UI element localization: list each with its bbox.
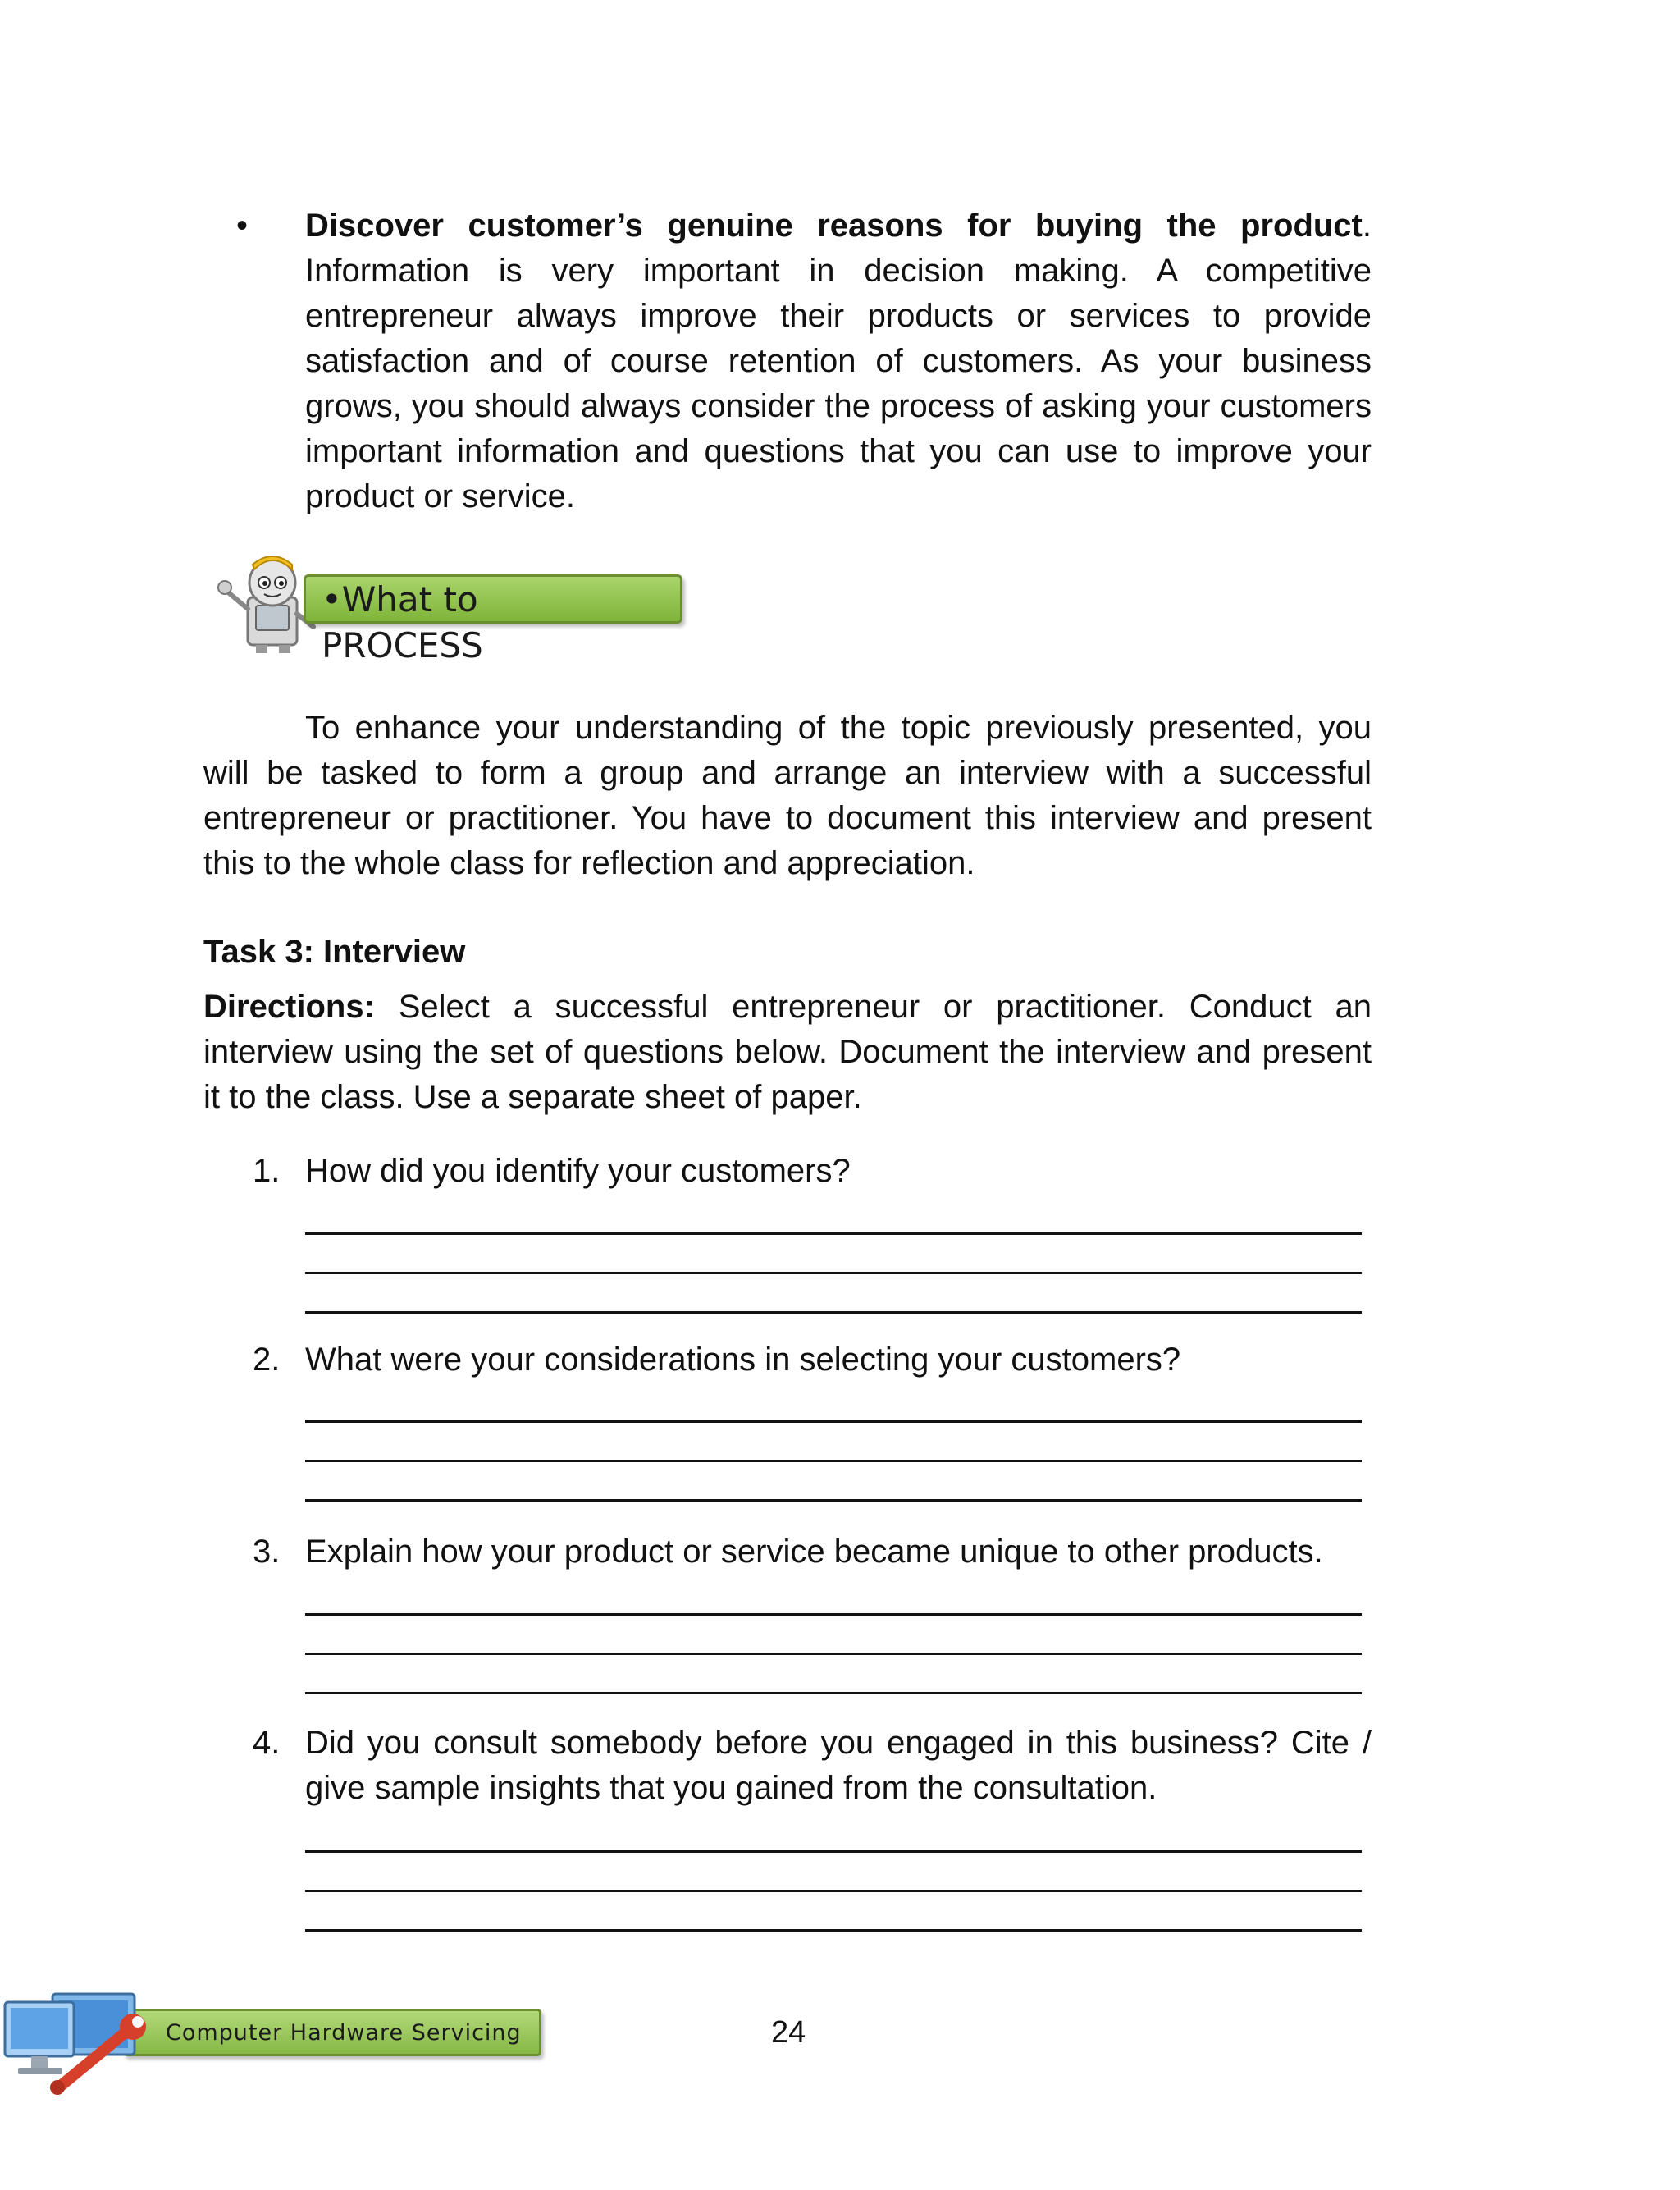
footer-label: Computer Hardware Servicing (166, 2020, 522, 2046)
question-2-number: 2. (253, 1342, 281, 1378)
directions-paragraph (203, 985, 1372, 1120)
bullet-paragraph (305, 203, 1372, 519)
answer-line-3b[interactable] (305, 1653, 1362, 1655)
answer-line-2a[interactable] (305, 1420, 1362, 1423)
question-4-number: 4. (253, 1725, 281, 1761)
question-1-number: 1. (253, 1153, 281, 1189)
question-1-text: How did you identify your customers? (305, 1153, 851, 1189)
question-3-number: 3. (253, 1534, 281, 1570)
bullet-heading-period: . (1362, 208, 1372, 244)
question-4-text: Did you consult somebody before you engaged in this business? Cite / give sample insights that you gained from the consultation. (305, 1725, 1372, 1806)
answer-line-3c[interactable] (305, 1692, 1362, 1694)
bullet-heading: Discover customer’s genuine reasons for buying the product (305, 208, 1363, 244)
answer-line-3a[interactable] (305, 1613, 1362, 1616)
directions-label: Directions: (203, 989, 375, 1025)
intro-text: To enhance your understanding of the topic previously presented, you will be tasked to form a group and arrange an interview with a successful entrepreneur or practitioner. You have to document this interview and present this to the whole class for reflection and appreciation. (203, 710, 1372, 881)
bullet-marker: • (236, 208, 249, 244)
bullet-body: Information is very important in decision making. A competitive entrepreneur always improve their products or services to provide satisfaction and of course retention of customers. As your business grows, you should always consider the process of asking your customers important information and questions that you can use to improve your product or service. (305, 253, 1372, 514)
process-banner-label: •What to PROCESS (322, 579, 483, 665)
answer-line-4c[interactable] (305, 1929, 1362, 1932)
answer-line-1b[interactable] (305, 1272, 1362, 1274)
answer-line-2b[interactable] (305, 1460, 1362, 1462)
directions-text: Select a successful entrepreneur or practitioner. Conduct an interview using the set of questions below. Document the interview and present it to the class. Use a separate sheet of paper. (203, 989, 1372, 1115)
answer-line-2c[interactable] (305, 1499, 1362, 1502)
intro-paragraph (203, 706, 1372, 886)
answer-line-1a[interactable] (305, 1232, 1362, 1235)
answer-line-1c[interactable] (305, 1311, 1362, 1314)
answer-line-4b[interactable] (305, 1890, 1362, 1892)
computer-wrench-icon (3, 1989, 159, 2096)
page-number: 24 (771, 2015, 806, 2050)
question-3-text: Explain how your product or service became unique to other products. (305, 1534, 1323, 1570)
answer-line-4a[interactable] (305, 1850, 1362, 1853)
question-2-text: What were your considerations in selecting your customers? (305, 1342, 1181, 1378)
task-title: Task 3: Interview (203, 934, 466, 970)
